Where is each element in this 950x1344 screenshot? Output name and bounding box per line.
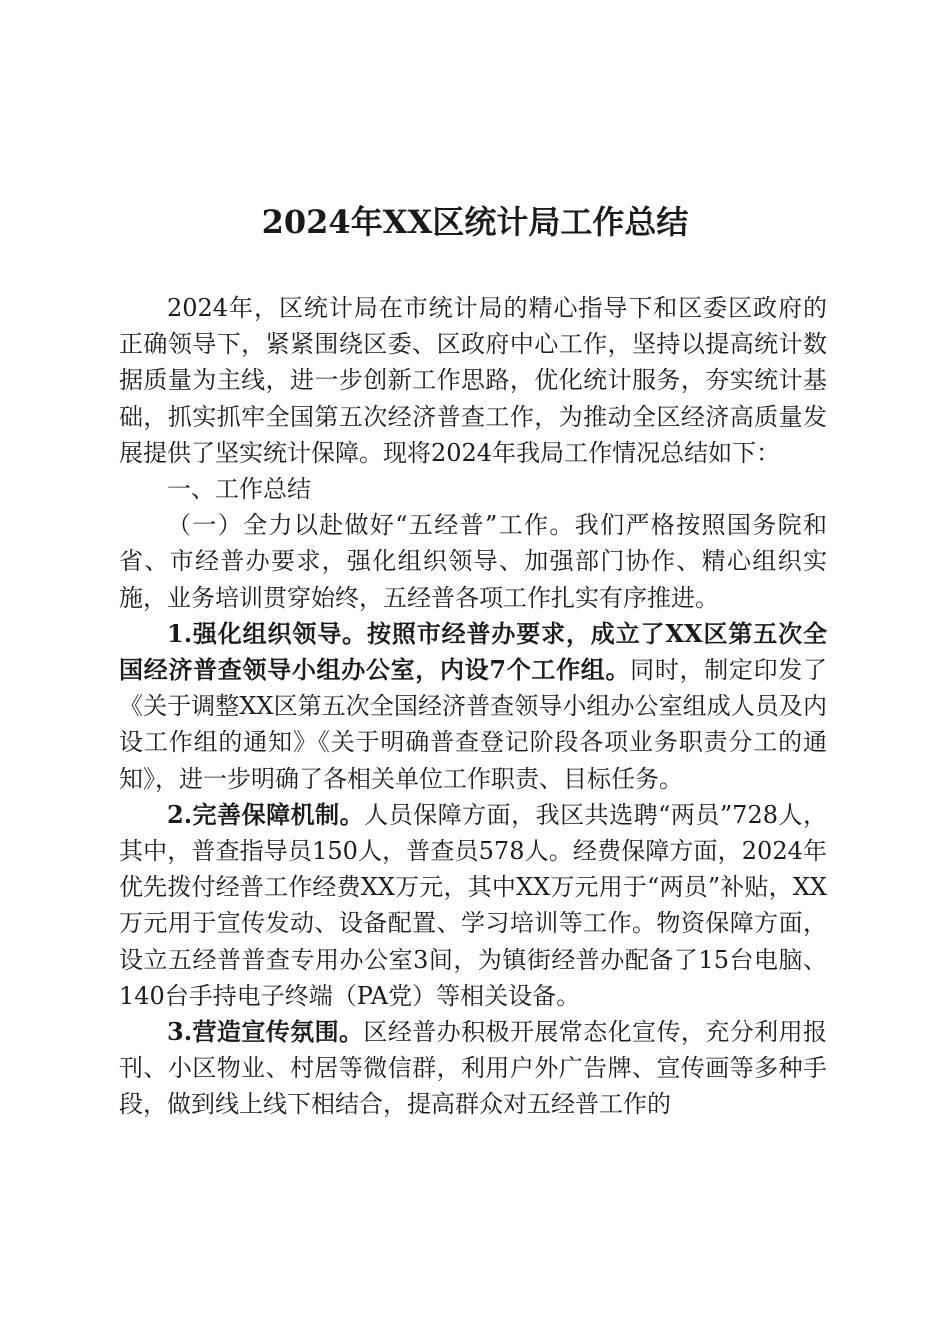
item-1-body: 同时，制定印发了《关于调整XX区第五次全国经济普查领导小组办公室组成人员及内设工作组的通知》《关于明确普查登记阶段各项业务职责分工的通知》，进一步明确了各相关单位工作职责、目标任务。 (119, 656, 827, 793)
item-2-body: 人员保障方面，我区共选聘“两员”728人，其中，普查指导员150人，普查员578人。经费保障方面，2024年优先拨付经普工作经费XX万元，其中XX万元用于“两员”补贴，XX万元用于宣传发动、设备配置、学习培训等工作。物资保障方面，设立五经普普查专用办公室3间，为镇街经普办配备了15台电脑、140台手持电子终端（PA党）等相关设备。 (119, 800, 827, 1010)
item-3-body: 区经普办积极开展常态化宣传，充分利用报刊、小区物业、村居等微信群，利用户外广告牌、宣传画等多种手段，做到线上线下相结合，提高群众对五经普工作的 (119, 1018, 827, 1119)
item-1-lead: 1.强化组织领导。按照市经普办要求，成立了XX区第五次全国经济普查领导小组办公室，内设7个工作组。 (119, 618, 827, 685)
item-2-paragraph (119, 797, 827, 1014)
item-1-paragraph (119, 616, 827, 797)
intro-paragraph: 2024年，区统计局在市统计局的精心指导下和区委区政府的正确领导下，紧紧围绕区委、区政府中心工作，坚持以提高统计数据质量为主线，进一步创新工作思路，优化统计服务，夯实统计基础，抓实抓牢全国第五次经济普查工作，为推动全区经济高质量发展提供了坚实统计保障。现将2024年我局工作情况总结如下： (119, 294, 827, 467)
item-3-paragraph (119, 1014, 827, 1123)
section-heading: 一、工作总结 (167, 475, 311, 504)
item-2-lead: 2.完善保障机制。 (167, 799, 365, 829)
subsection-paragraph: （一）全力以赴做好“五经普”工作。我们严格按照国务院和省、市经普办要求，强化组织领导、加强部门协作、精心组织实施，业务培训贯穿始终，五经普各项工作扎实有序推进。 (119, 511, 827, 612)
document-title: 2024年XX区统计局工作总结 (261, 203, 689, 241)
item-3-lead: 3.营造宣传氛围。 (167, 1017, 364, 1047)
document-body (119, 290, 827, 1123)
